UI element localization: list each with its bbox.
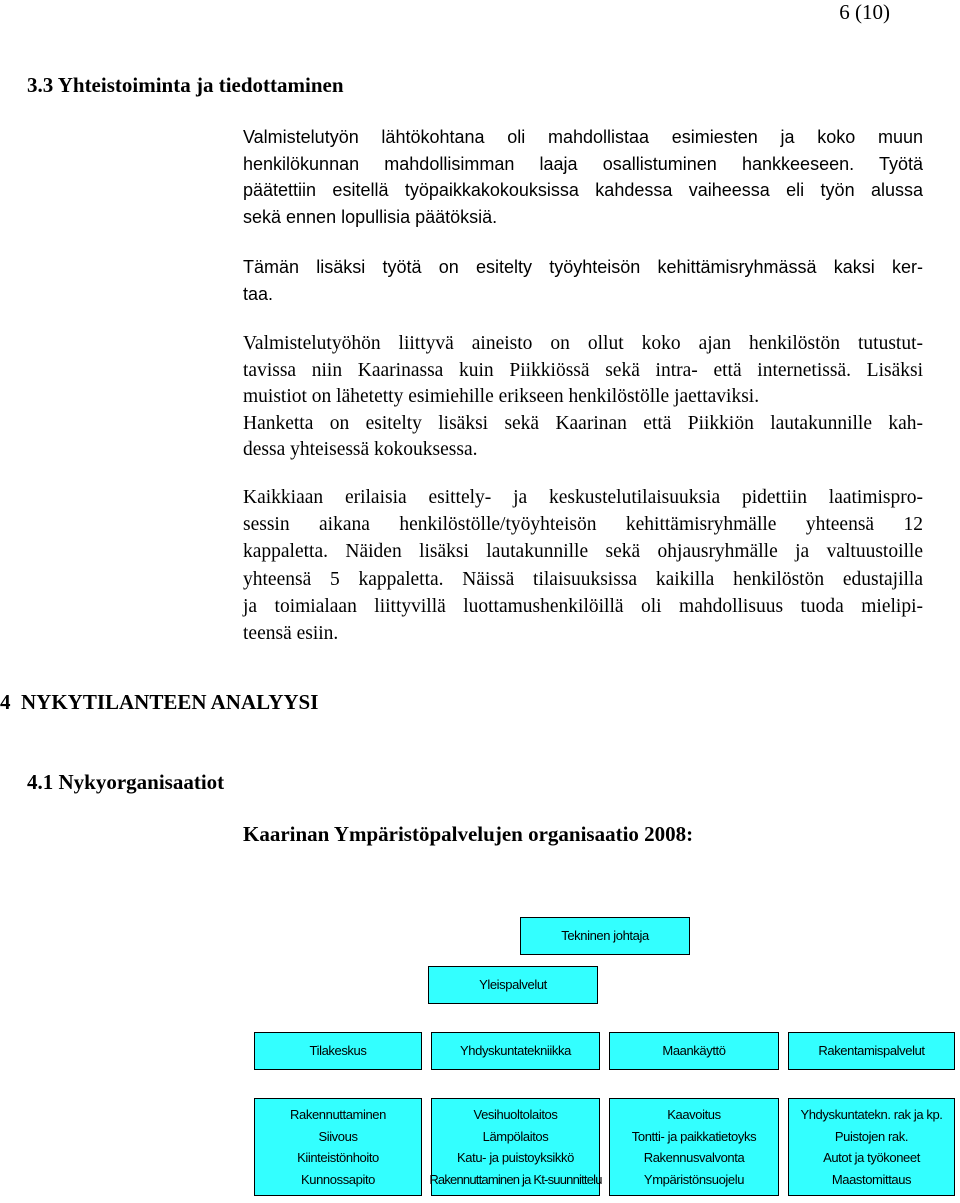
org-box-rakentamispalvelut <box>788 1032 955 1070</box>
paragraph-line: tavissa niin Kaarinassa kuin Piikkiössä sekä intra- että internetissä. Lisäksi <box>243 359 923 381</box>
section-4-heading: 4 NYKYTILANTEEN ANALYYSI <box>0 690 319 714</box>
paragraph-line: ja toimialaan liittyvillä luottamushenkilöillä oli mahdollisuus tuoda mielipi- <box>243 595 923 617</box>
paragraph-2 <box>243 254 923 307</box>
paragraph-line: teensä esiin. <box>243 623 339 645</box>
paragraph-line: yhteensä 5 kappaletta. Näissä tilaisuuksissa kaikilla henkilöstön edustajilla <box>243 568 923 590</box>
org-unit-label: Kunnossapito <box>301 1171 375 1187</box>
org-box-tekninen-johtaja <box>520 917 690 955</box>
org-box-maankaytto <box>609 1032 779 1070</box>
org-unit-label: Rakennuttaminen <box>290 1107 386 1122</box>
org-unit-label: Puistojen rak. <box>834 1128 909 1144</box>
org-box-label: Rakentamispalvelut <box>818 1043 925 1059</box>
paragraph-4 <box>243 484 923 647</box>
org-box-maankaytto-units <box>609 1098 779 1196</box>
org-unit-label: Rakennuttaminen ja Kt-suunnittelu <box>429 1171 602 1187</box>
org-unit-label: Kiinteistönhoito <box>297 1150 379 1165</box>
paragraph-3 <box>243 331 923 464</box>
paragraph-line: Kaikkiaan erilaisia esittely- ja keskustelutilaisuuksia pidettiin laatimispro- <box>243 487 923 508</box>
org-box-tilakeskus <box>254 1032 422 1070</box>
org-unit-label: Ympäristönsuojelu <box>643 1171 745 1187</box>
org-unit-label: Tontti- ja paikkatietoyks <box>631 1128 757 1144</box>
section-4-1-heading: 4.1 Nykyorganisaatiot <box>27 770 225 794</box>
paragraph-line: sekä ennen lopullisia päätöksiä. <box>243 206 498 227</box>
org-unit-label: Katu- ja puistoyksikkö <box>457 1150 574 1165</box>
org-chart-title: Kaarinan Ympäristöpalvelujen organisaatio 2008: <box>243 822 694 846</box>
org-box-yhdyskuntatekniikka <box>431 1032 600 1070</box>
paragraph-line: henkilökunnan mahdollisimman laaja osallistuminen hankkeeseen. Työtä <box>243 153 923 174</box>
org-box-yleispalvelut <box>428 966 598 1004</box>
org-unit-label: Rakennusvalvonta <box>643 1150 745 1165</box>
paragraph-line: dessa yhteisessä kokouksessa. <box>243 439 478 460</box>
org-unit-label: Maastomittaus <box>831 1171 912 1187</box>
paragraph-line: muistiot on lähetetty esimiehille erikseen henkilöstölle jaettaviksi. <box>243 386 760 407</box>
org-box-label: Maankäyttö <box>662 1043 726 1059</box>
org-box-tilakeskus-units <box>254 1098 422 1196</box>
org-unit-label: Autot ja työkoneet <box>823 1150 920 1165</box>
paragraph-line: päätettiin esitellä työpaikkakokouksissa kahdessa vaiheessa eli työn alussa <box>243 180 923 200</box>
paragraph-line: taa. <box>243 283 274 304</box>
paragraph-1 <box>243 124 923 230</box>
org-box-label: Yleispalvelut <box>479 977 547 993</box>
paragraph-line: Valmistelutyön lähtökohtana oli mahdollistaa esimiesten ja koko muun <box>243 127 923 147</box>
paragraph-line: Hanketta on esitelty lisäksi sekä Kaarinan että Piikkiön lautakunnille kah- <box>243 412 923 434</box>
org-unit-label: Siivous <box>318 1128 358 1144</box>
org-box-rakentamispalvelut-units <box>788 1098 955 1196</box>
org-box-label: Tekninen johtaja <box>561 928 649 944</box>
org-box-label: Tilakeskus <box>309 1043 367 1059</box>
org-unit-label: Yhdyskuntatekn. rak ja kp. <box>800 1107 943 1122</box>
page-number: 6 (10) <box>839 0 890 24</box>
org-box-yhdyskuntatekniikka-units <box>431 1098 600 1196</box>
paragraph-line: Tämän lisäksi työtä on esitelty työyhteisön kehittämisryhmässä kaksi ker- <box>243 257 923 277</box>
section-3-3-heading: 3.3 Yhteistoiminta ja tiedottaminen <box>27 73 344 97</box>
org-unit-label: Vesihuoltolaitos <box>473 1107 558 1122</box>
paragraph-line: sessin aikana henkilöstölle/työyhteisön kehittämisryhmälle yhteensä 12 <box>243 514 923 536</box>
org-unit-label: Kaavoitus <box>667 1107 721 1122</box>
paragraph-line: Valmistelutyöhön liittyvä aineisto on ollut koko ajan henkilöstön tutustut- <box>243 333 923 354</box>
org-unit-label: Lämpölaitos <box>482 1128 549 1144</box>
org-box-label: Yhdyskuntatekniikka <box>460 1043 571 1059</box>
paragraph-line: kappaletta. Näiden lisäksi lautakunnille sekä ohjausryhmälle ja valtuustoille <box>243 541 923 563</box>
